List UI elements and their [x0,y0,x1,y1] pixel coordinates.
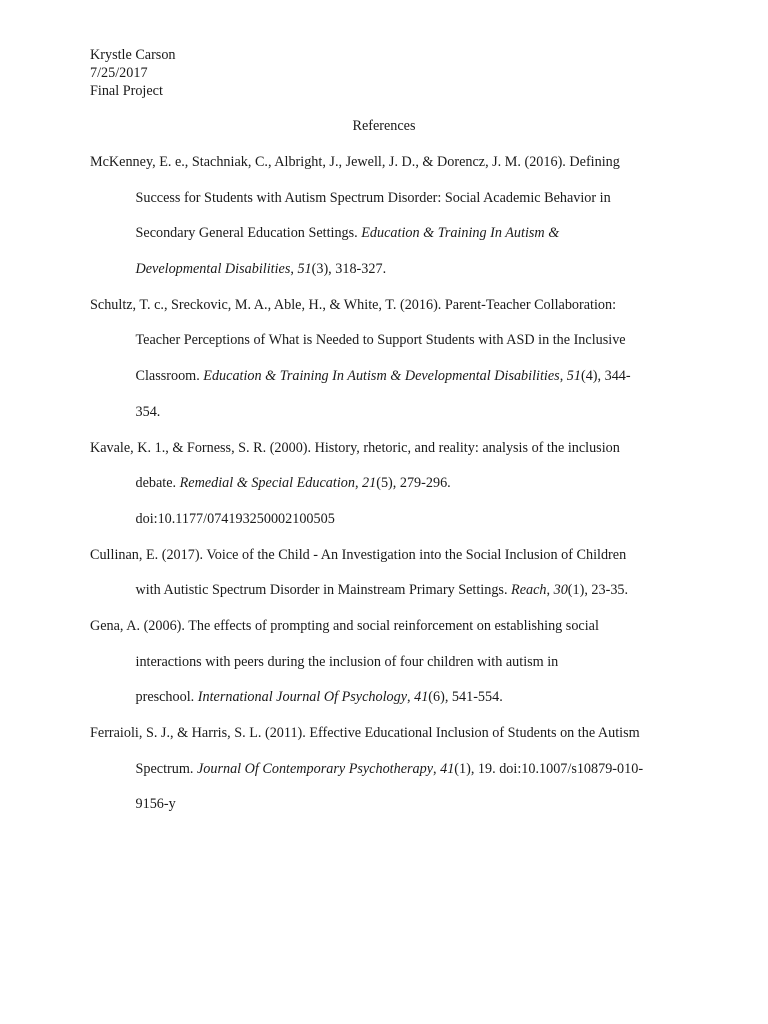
reference-text: preschool. [135,689,198,706]
reference-italic-text: 41 [440,760,455,777]
reference-entry [90,722,690,829]
reference-text: McKenney, E. e., Stachniak, C., Albright, J., Jewell, J. D., & Dorencz, J. M. (2016). Defining [90,154,620,170]
reference-line [90,758,690,794]
reference-italic-text: 30 [553,582,568,599]
reference-line [90,187,690,223]
reference-text: Secondary General Education Settings. [135,225,362,242]
reference-italic-text: Developmental Disabilities [135,261,291,278]
reference-text: Gena, A. (2006). The effects of prompting and social reinforcement on establishing social [90,617,599,634]
reference-line [90,294,690,330]
reference-italic-text: 51 [297,261,312,278]
reference-line [90,508,690,544]
reference-italic-text: Journal Of Contemporary Psychotherapy [196,760,433,777]
page-title: References [352,118,416,134]
reference-line [90,544,690,580]
reference-line [90,401,690,437]
reference-text: doi:10.1177/074193250002100505 [135,510,335,527]
document-date: 7/25/2017 [90,65,148,81]
reference-line [90,151,690,187]
reference-text: 9156-y [135,796,176,813]
reference-text: , [407,689,415,706]
document-header [90,46,176,100]
reference-entry [90,615,690,722]
reference-list [90,151,690,829]
reference-text: (3), 318-327. [311,261,387,278]
reference-line [90,615,690,651]
reference-text: , [559,368,567,385]
reference-italic-text: 41 [414,689,429,706]
reference-italic-text: 51 [566,368,581,385]
reference-italic-text: Remedial & Special Education [179,475,355,492]
reference-italic-text: International Journal Of Psychology [197,689,407,706]
reference-text: (4), 344- [580,368,631,385]
reference-text: Cullinan, E. (2017). Voice of the Child - An Investigation into the Social Inclusion of Children [90,546,627,563]
reference-entry [90,151,690,294]
reference-line [90,722,690,758]
reference-entry [90,544,690,615]
reference-line [90,329,690,365]
reference-text: Schultz, T. c., Sreckovic, M. A., Able, H., & White, T. (2016). Parent-Teacher Collaboration: [90,296,617,313]
reference-text: (1), 23-35. [567,582,629,599]
reference-line [90,579,690,615]
reference-text: 354. [135,403,161,420]
reference-text: debate. [135,475,180,492]
reference-text: , [546,582,554,599]
author-name: Krystle Carson [90,47,176,63]
reference-italic-text: Education & Training In Autism & [361,225,560,242]
reference-line [90,686,690,722]
reference-text: (6), 541-554. [428,689,503,706]
reference-text: , [354,475,363,492]
reference-line [90,793,690,829]
reference-text: , [433,760,441,777]
reference-text: Spectrum. [135,760,197,777]
reference-italic-text: 21 [362,475,377,492]
reference-text: Success for Students with Autism Spectrum Disorder: Social Academic Behavior in [135,189,611,206]
reference-text: (1), 19. doi:10.1007/s10879-010- [454,760,644,777]
reference-line [90,651,690,687]
reference-entry [90,294,690,437]
reference-text: Teacher Perceptions of What is Needed to Support Students with ASD in the Inclusive [135,332,626,349]
reference-text: (5), 279-296. [376,475,451,492]
reference-italic-text: Education & Training In Autism & Developmental Disabilities [203,368,560,385]
reference-text: interactions with peers during the inclusion of four children with autism in [135,653,559,670]
project-title: Final Project [90,83,163,99]
reference-line [90,222,690,258]
reference-text: Classroom. [135,368,204,385]
reference-line [90,472,690,508]
reference-line [90,258,690,294]
reference-italic-text: Reach [511,582,547,599]
reference-text: Ferraioli, S. J., & Harris, S. L. (2011). Effective Educational Inclusion of Students on the Autism [90,725,640,741]
reference-line [90,365,690,401]
reference-text: Kavale, K. 1., & Forness, S. R. (2000). History, rhetoric, and reality: analysis of the inclusion [90,439,620,456]
reference-text: , [290,261,298,278]
reference-text: with Autistic Spectrum Disorder in Mainstream Primary Settings. [135,582,512,599]
reference-entry [90,437,690,544]
reference-line [90,437,690,473]
